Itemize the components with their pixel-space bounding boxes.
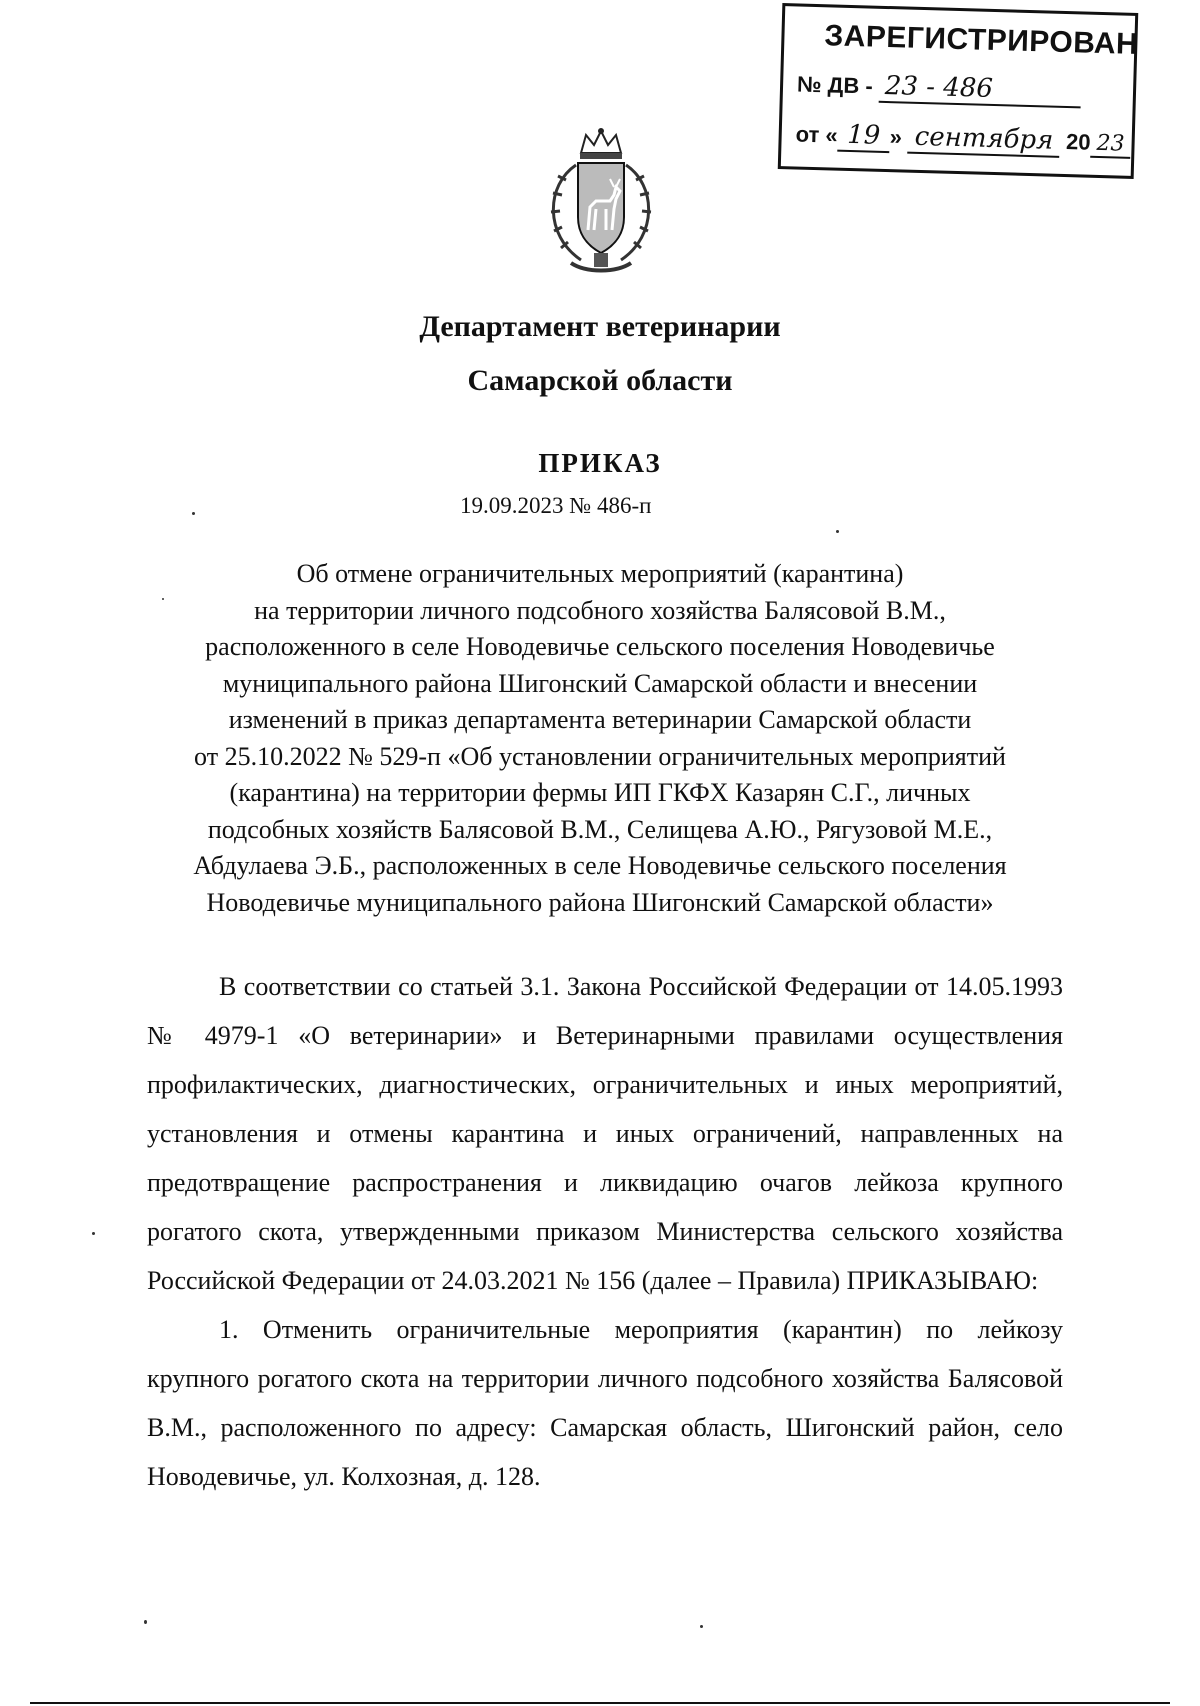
stamp-date-year-handwritten: 23 [1090, 131, 1131, 159]
scan-speck [192, 512, 195, 515]
stamp-date-prefix: от « [795, 121, 839, 148]
subject-line: Об отмене ограничительных мероприятий (карантина) [296, 559, 904, 588]
document-date-number: 19.09.2023 № 486-п [460, 493, 652, 518]
stamp-date-mid: » [889, 124, 903, 150]
scan-speck [92, 1232, 95, 1235]
samara-coat-of-arms-icon [536, 125, 666, 280]
stamp-title: ЗАРЕГИСТРИРОВАН [824, 19, 1139, 62]
department-name-line2: Самарской области [467, 364, 733, 397]
stamp-date-day: 19 [837, 120, 890, 153]
subject-line: муниципального района Шигонский Самарской области и внесении [222, 668, 978, 698]
subject-line: от 25.10.2022 № 529-п «Об установлении ограничительных мероприятий [194, 741, 1006, 771]
order-item-1: 1. Отменить ограничительные мероприятия (карантин) по лейкозу крупного рогатого скота на территории личного подсобного хозяйства Балясовой В.М., расположенного по адресу: Самарская область, Шигонский район, село Новодевичье, ул. Колхозная, д. 128. [147, 1315, 1063, 1491]
stamp-date-row [795, 118, 1131, 159]
subject-line: Абдулаева Э.Б., расположенных в селе Новодевичье сельского поселения [193, 851, 1007, 880]
document-type-title: ПРИКАЗ [538, 448, 662, 478]
page-bottom-edge [30, 1702, 1170, 1704]
registration-stamp [778, 3, 1138, 179]
stamp-number-row [797, 69, 1082, 109]
subject-line: (карантина) на территории фермы ИП ГКФХ Казарян С.Г., личных [229, 778, 971, 807]
scan-speck [836, 530, 839, 533]
subject-line: изменений в приказ департамента ветеринарии Самарской области [228, 705, 972, 734]
scan-speck [144, 1620, 147, 1624]
subject-line: на территории личного подсобного хозяйства Балясовой В.М., [254, 595, 946, 625]
department-name-line1: Департамент ветеринарии [419, 310, 781, 343]
stamp-number-prefix: № ДВ - [796, 71, 874, 99]
subject-line: расположенного в селе Новодевичье сельского поселения Новодевичье [205, 632, 995, 661]
subject-line: Новодевичье муниципального района Шигонский Самарской области» [206, 887, 994, 917]
document-body [147, 962, 1063, 1501]
stamp-date-year-printed: 20 [1065, 129, 1091, 155]
stamp-number-handwritten: 23 - 486 [878, 71, 1081, 109]
subject-line: подсобных хозяйств Балясовой В.М., Селищева А.Ю., Рягузовой М.Е., [207, 814, 993, 844]
scan-speck [700, 1625, 703, 1628]
stamp-date-month: сентября [908, 122, 1061, 158]
scan-speck [162, 598, 164, 600]
preamble-paragraph: В соответствии со статьей 3.1. Закона Российской Федерации от 14.05.1993 № 4979-1 «О ветеринарии» и Ветеринарными правилами осуществления профилактических, диагностических, ограничительных и иных мероприятий, установления и отмены карантина и иных ограничений, направленных на предотвращение распространения и ликвидацию очагов лейкоза крупного рогатого скота, утвержденными приказом Министерства сельского хозяйства Российской Федерации от 24.03.2021 № 156 (далее – Правила) ПРИКАЗЫВАЮ: [147, 972, 1063, 1295]
document-subject [140, 556, 1060, 921]
